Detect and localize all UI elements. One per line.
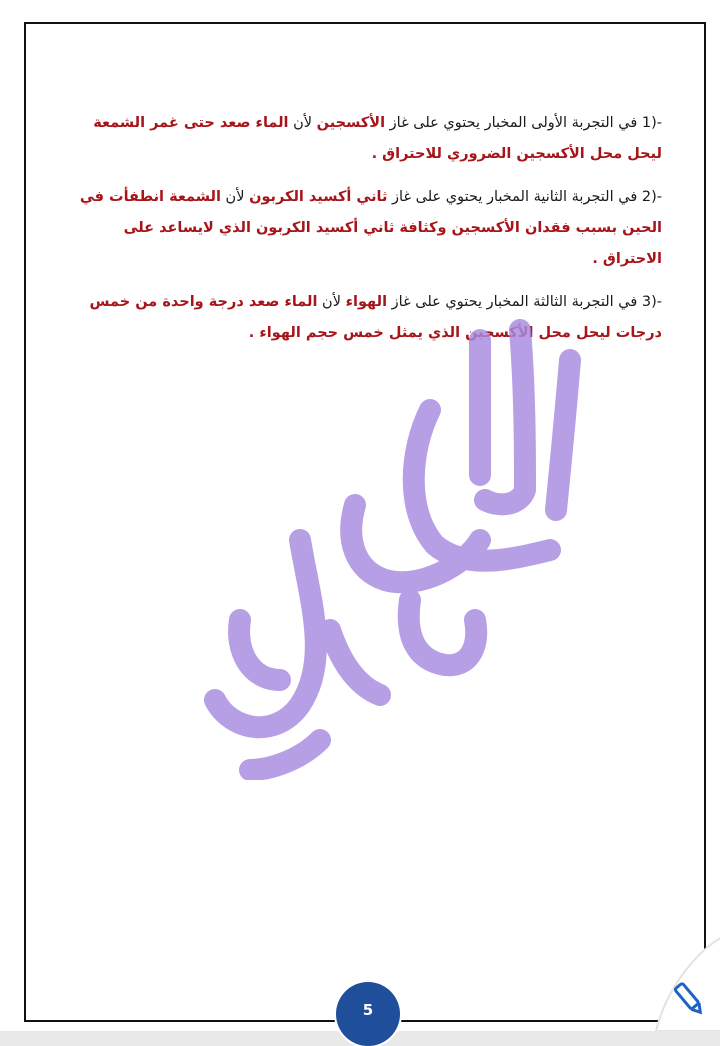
answer-highlight: الهواء bbox=[345, 294, 388, 310]
answer-text-segment: لأن bbox=[317, 294, 346, 310]
answer-paragraph bbox=[78, 182, 662, 275]
answer-text-segment: في التجربة الأولى المخبار يحتوي على غاز bbox=[385, 115, 642, 131]
answer-highlight: الماء صعد درجة واحدة من خمس درجات ليحل محل الأكسجين الذي يمثل خمس حجم الهواء . bbox=[89, 294, 662, 341]
pen-icon[interactable] bbox=[646, 930, 720, 1031]
answer-text-segment: في التجربة الثانية المخبار يحتوي على غاز bbox=[387, 189, 642, 205]
answer-text-segment: لأن bbox=[220, 189, 250, 205]
answer-highlight: ثاني أكسيد الكربون bbox=[249, 189, 388, 205]
answer-highlight: الشمعة انطفأت في الحين بسبب فقدان الأكسجين وكثافة ثاني أكسيد الكربون الذي لايساعد على الاحتراق . bbox=[79, 189, 662, 267]
page-number-badge: 5 bbox=[336, 982, 400, 1046]
paragraph-number: 1)- bbox=[641, 115, 662, 131]
answer-highlight: الماء صعد حتى غمر الشمعة ليحل محل الأكسجين الضروري للاحتراق . bbox=[93, 115, 662, 162]
answer-paragraph bbox=[78, 287, 662, 349]
answer-paragraph bbox=[78, 108, 662, 170]
paragraph-number: 3)- bbox=[641, 294, 662, 310]
answer-highlight: الأكسجين bbox=[316, 115, 386, 131]
paragraph-number: 2)- bbox=[641, 189, 662, 205]
answer-text bbox=[78, 108, 662, 361]
answer-text-segment: في التجربة الثالثة المخبار يحتوي على غاز bbox=[387, 294, 642, 310]
answer-text-segment: لأن bbox=[288, 115, 317, 131]
